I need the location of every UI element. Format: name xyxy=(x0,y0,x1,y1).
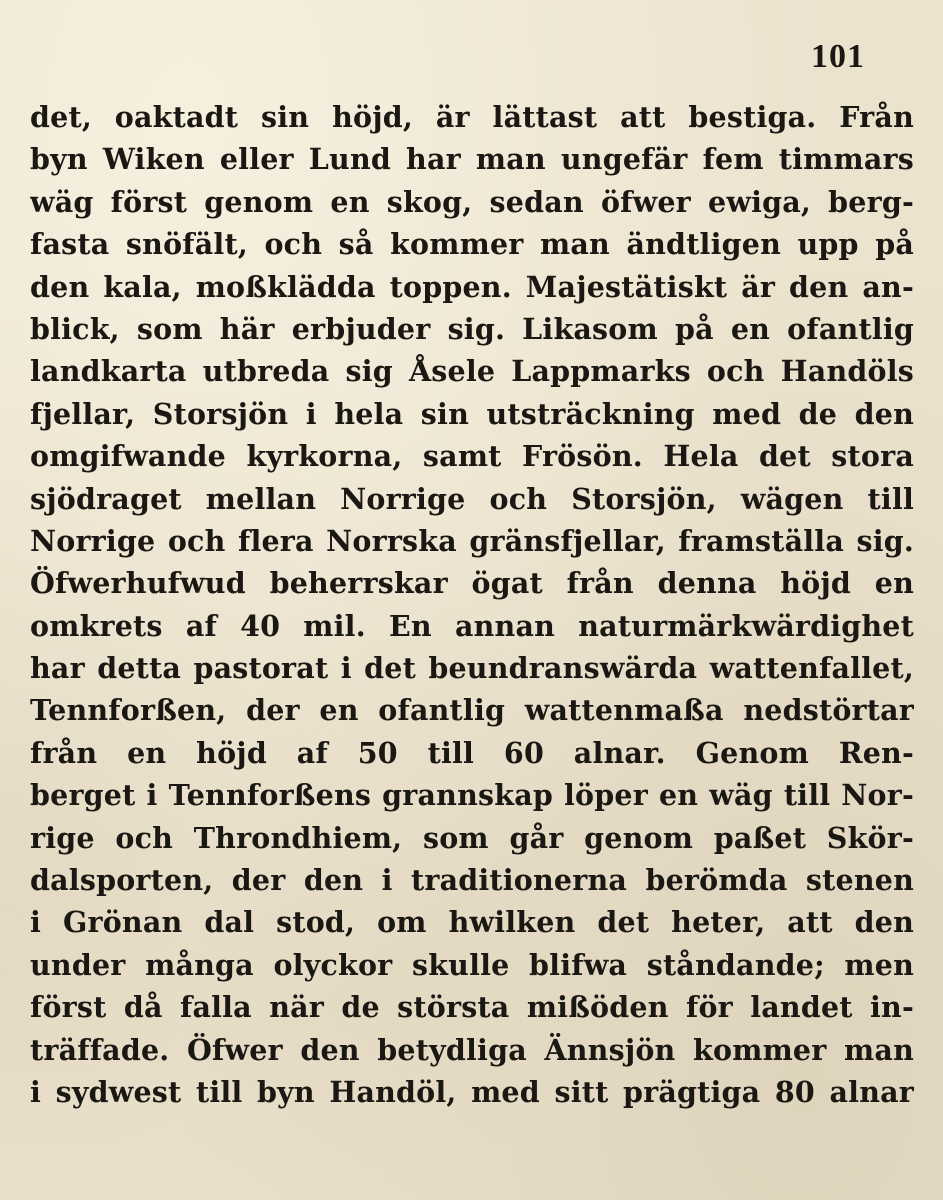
text-line: omkrets af 40 mil. En annan naturmärkwärdighet xyxy=(30,608,914,643)
text-line: det, oaktadt sin höjd, är lättast att bestiga. Från xyxy=(30,100,914,134)
text-line: berget i Tennforßens grannskap löper en wäg till Nor- xyxy=(30,778,914,813)
text-line: wäg först genom en skog, sedan öfwer ewiga, berg- xyxy=(30,184,914,219)
body-text xyxy=(30,96,914,1113)
text-line: den kala, moßklädda toppen. Majestätiskt är den an- xyxy=(30,269,914,304)
text-line: under många olyckor skulle blifwa ståndande; men xyxy=(30,947,914,982)
text-line: först då falla när de största mißöden för landet in- xyxy=(30,990,914,1025)
text-line: Öfwerhufwud beherrskar ögat från denna höjd en xyxy=(30,566,914,601)
text-line: dalsporten, der den i traditionerna berömda stenen xyxy=(30,863,914,898)
text-line: byn Wiken eller Lund har man ungefär fem timmars xyxy=(30,142,914,177)
text-line: omgifwande kyrkorna, samt Frösön. Hela det stora xyxy=(30,439,914,474)
text-line: rige och Throndhiem, som går genom paßet Skör- xyxy=(30,820,914,855)
text-line: landkarta utbreda sig Åsele Lappmarks och Handöls xyxy=(30,354,914,389)
text-line: Tennforßen, der en ofantlig wattenmaßa nedstörtar xyxy=(30,693,914,728)
text-line: träffade. Öfwer den betydliga Ännsjön kommer man xyxy=(30,1032,914,1067)
text-line: fjellar, Storsjön i hela sin utsträckning med de den xyxy=(30,396,914,431)
text-line: fasta snöfält, och så kommer man ändtligen upp på xyxy=(30,227,914,262)
text-line: sjödraget mellan Norrige och Storsjön, wägen till xyxy=(30,481,914,516)
page-number: 101 xyxy=(811,38,865,75)
text-line: från en höjd af 50 till 60 alnar. Genom Ren- xyxy=(30,735,914,770)
text-line: i Grönan dal stod, om hwilken det heter, att den xyxy=(30,905,914,940)
text-line: har detta pastorat i det beundranswärda wattenfallet, xyxy=(30,651,914,686)
text-line: blick, som här erbjuder sig. Likasom på en ofantlig xyxy=(30,311,914,346)
text-line: i sydwest till byn Handöl, med sitt prägtiga 80 alnar xyxy=(30,1074,914,1109)
text-line: Norrige och flera Norrska gränsfjellar, framställa sig. xyxy=(30,523,914,558)
